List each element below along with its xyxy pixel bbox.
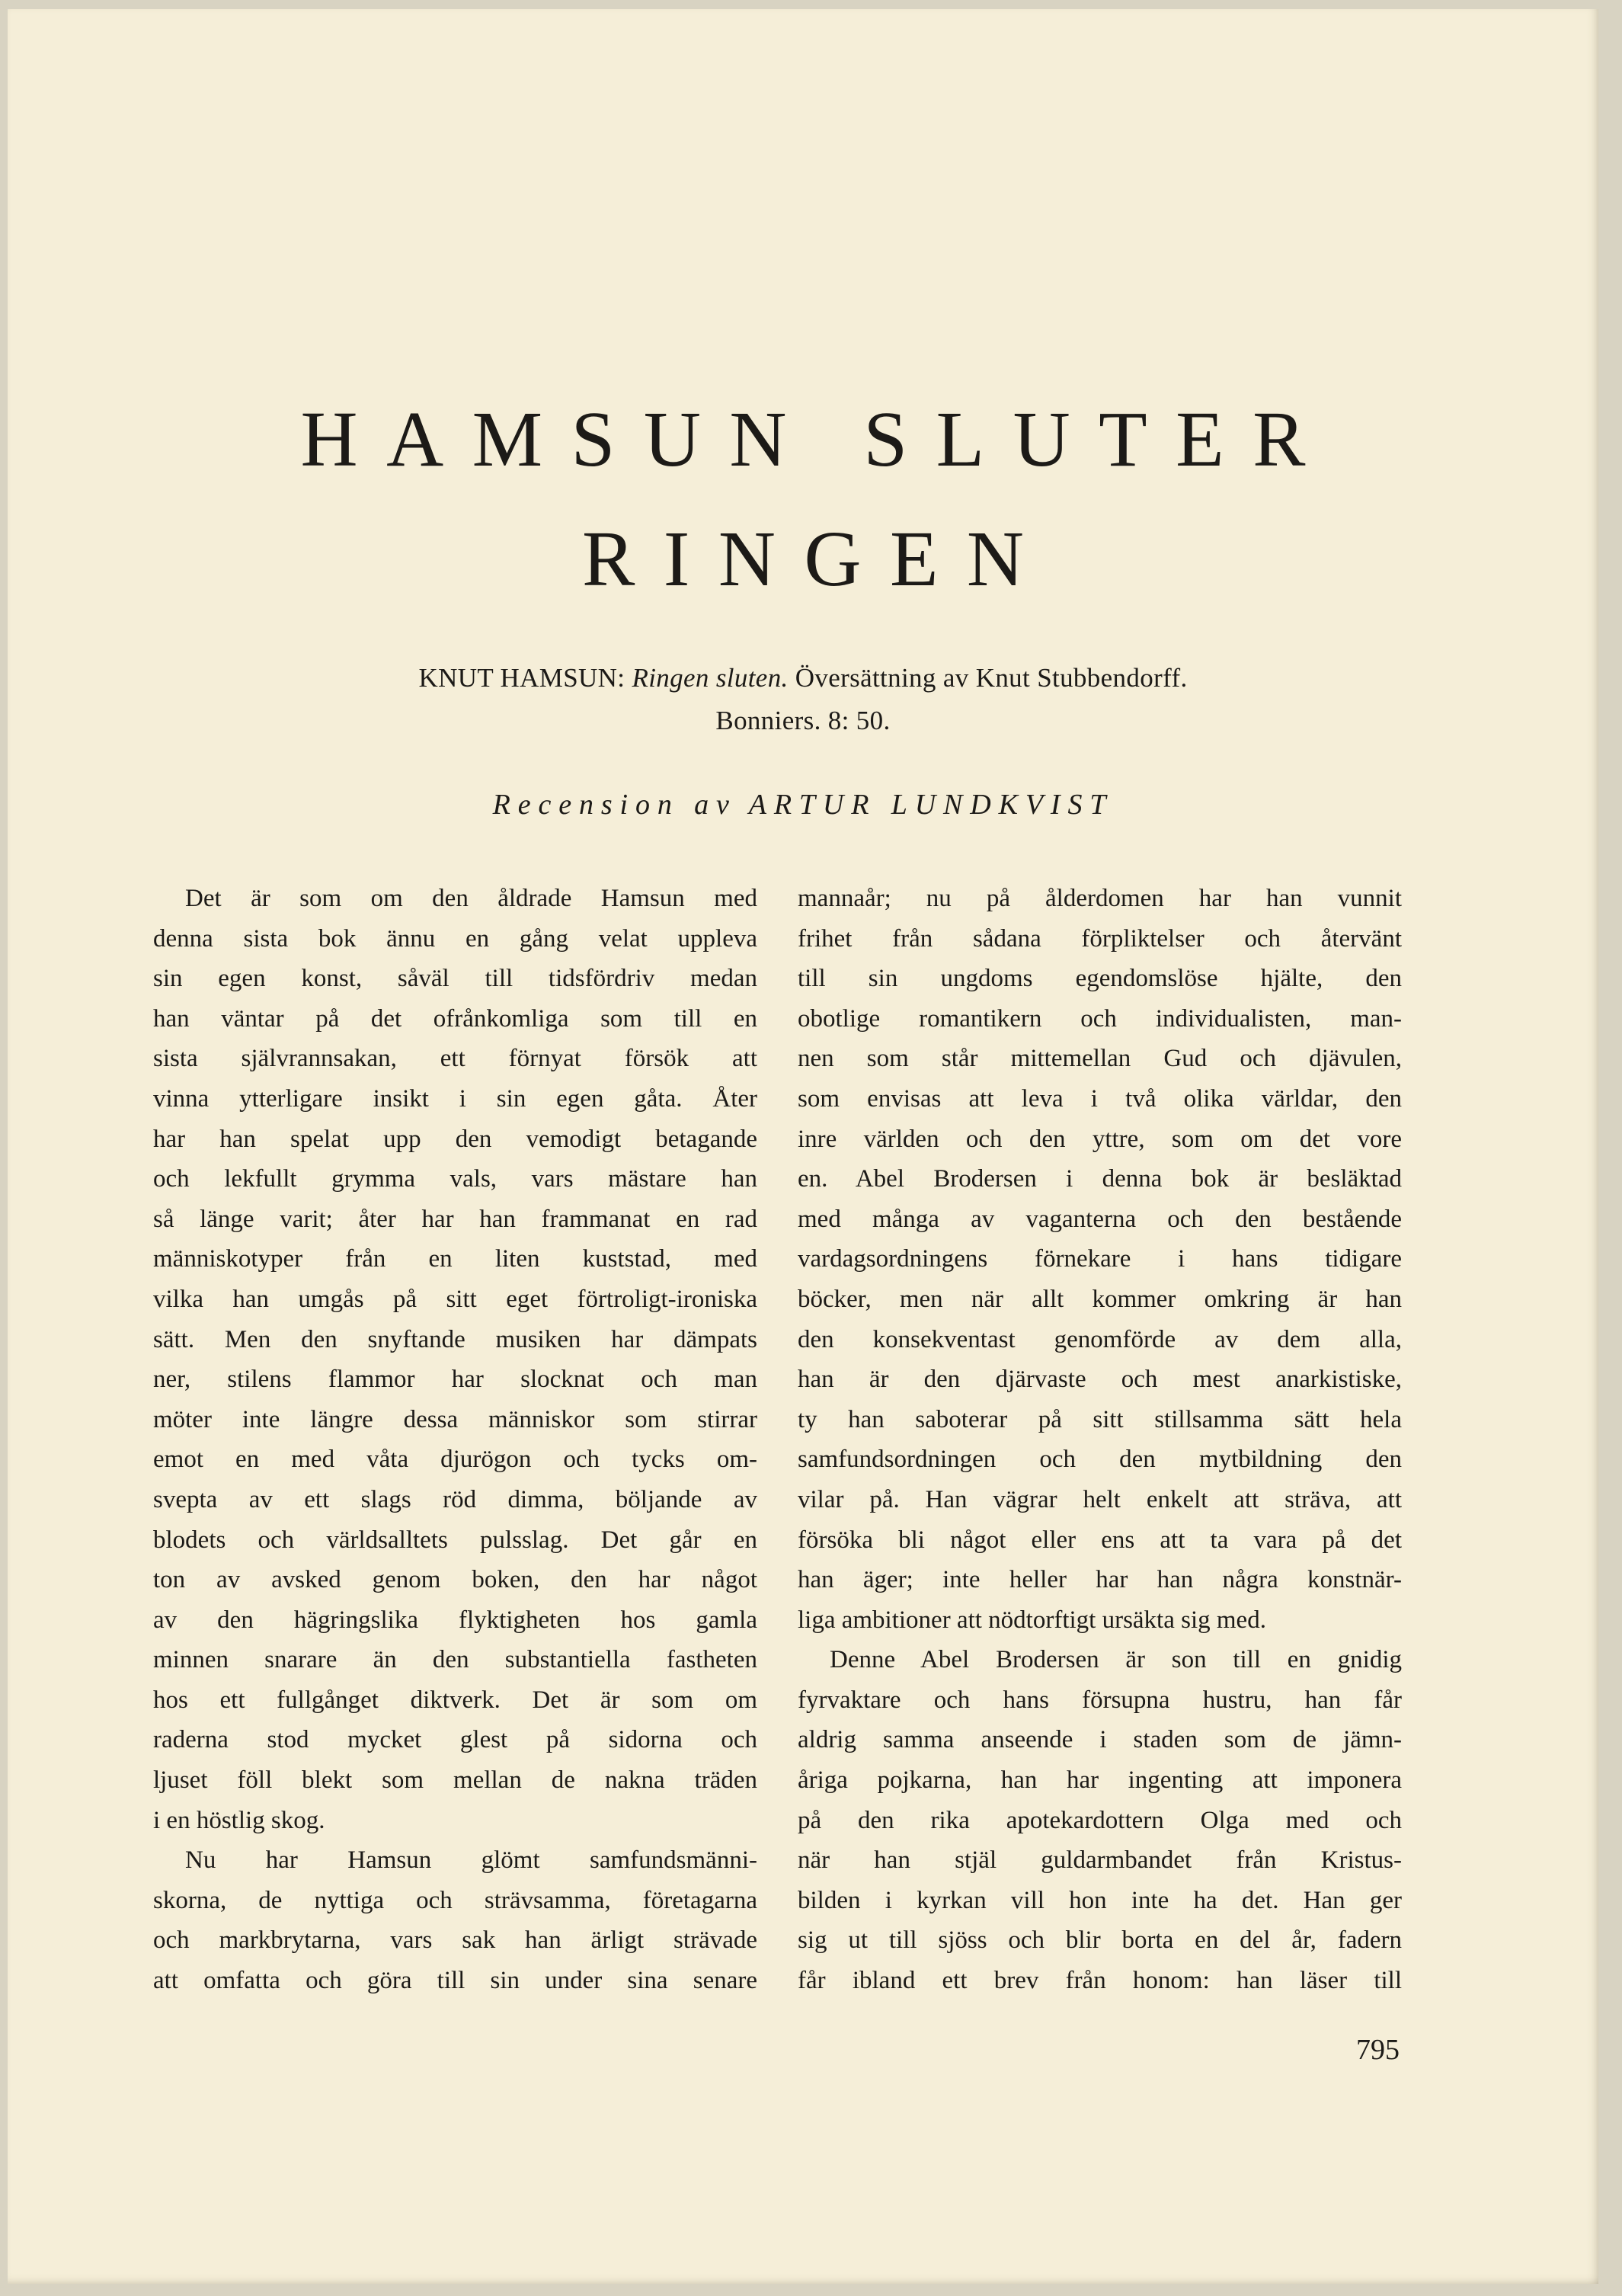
bibliographic-info — [8, 657, 1598, 742]
byline-prefix: Recension av — [492, 789, 737, 821]
document-page — [8, 9, 1598, 2284]
text-line: sätt. Men den snyftande musiken har dämpats — [153, 1325, 757, 1353]
text-line: ton av avsked genom boken, den har något — [153, 1566, 757, 1594]
text-line: obotlige romantikern och individualisten, man- — [798, 1004, 1402, 1033]
text-line: Nu har Hamsun glömt samfundsmänni- — [185, 1846, 757, 1875]
text-line: aldrig samma anseende i staden som de jämn- — [798, 1726, 1402, 1754]
book-author: KNUT HAMSUN: — [418, 663, 625, 693]
text-line: ljuset föll blekt som mellan de nakna träden — [153, 1766, 757, 1795]
text-line: människotyper från en liten kuststad, med — [153, 1245, 757, 1273]
text-line: vilka han umgås på sitt eget förtroligt-ironiska — [153, 1285, 757, 1313]
text-line: på den rika apotekardottern Olga med och — [798, 1806, 1402, 1834]
text-line: vinna ytterligare insikt i sin egen gåta. Åter — [153, 1084, 757, 1113]
text-line: sin egen konst, såväl till tidsfördriv medan — [153, 965, 757, 993]
text-line: emot en med våta djurögon och tycks om- — [153, 1446, 757, 1474]
publisher-price: Bonniers. 8: 50. — [715, 706, 891, 735]
text-line: Denne Abel Brodersen är son till en gnidig — [830, 1646, 1402, 1674]
text-line: nen som står mittemellan Gud och djävulen, — [798, 1045, 1402, 1073]
text-line: han är den djärvaste och mest anarkistiske, — [798, 1366, 1402, 1394]
text-line: raderna stod mycket glest på sidorna och — [153, 1726, 757, 1754]
text-line: mannaår; nu på ålderdomen har han vunnit — [798, 885, 1402, 912]
text-line: åriga pojkarna, han har ingenting att imponera — [798, 1766, 1402, 1795]
article-title-line-2: RINGEN — [581, 515, 1053, 603]
text-line: han väntar på det ofrånkomliga som till en — [153, 1004, 757, 1033]
text-line: ty han saboterar på sitt stillsamma sätt hela — [798, 1405, 1402, 1433]
text-line: har han spelat upp den vemodigt betagande — [153, 1125, 757, 1153]
text-line: vardagsordningens förnekare i hans tidigare — [798, 1245, 1402, 1273]
reviewer-name: ARTUR LUNDKVIST — [748, 789, 1114, 821]
text-line: med många av vaganterna och den bestående — [798, 1205, 1402, 1233]
text-line: Det är som om den åldrade Hamsun med — [185, 885, 757, 912]
text-line: blodets och världsalltets pulsslag. Det går en — [153, 1526, 757, 1554]
text-line: en. Abel Brodersen i denna bok är besläktad — [798, 1165, 1402, 1193]
text-line: och lekfullt grymma vals, vars mästare han — [153, 1165, 757, 1193]
text-line: möter inte längre dessa människor som stirrar — [153, 1405, 757, 1433]
text-line: han äger; inte heller har han några konstnär- — [798, 1566, 1402, 1594]
text-line: som envisas att leva i två olika världar, den — [798, 1084, 1402, 1113]
text-line: sig ut till sjöss och blir borta en del år, fadern — [798, 1926, 1402, 1955]
text-line: fyrvaktare och hans försupna hustru, han får — [798, 1686, 1402, 1714]
text-line: sista självrannsakan, ett förnyat försök att — [153, 1045, 757, 1073]
text-line: när han stjäl guldarmbandet från Kristus- — [798, 1846, 1402, 1875]
bibliographic-line-1 — [8, 657, 1598, 700]
text-line: hos ett fullgånget diktverk. Det är som om — [153, 1686, 757, 1714]
text-line: minnen snarare än den substantiella fastheten — [153, 1646, 757, 1674]
text-line: liga ambitioner att nödtorftigt ursäkta sig med. — [798, 1606, 1266, 1634]
text-line: och markbrytarna, vars sak han ärligt strävade — [153, 1926, 757, 1955]
article-title-line-1: HAMSUN SLUTER — [300, 395, 1334, 483]
text-line: i en höstlig skog. — [153, 1806, 325, 1834]
text-line: att omfatta och göra till sin under sina senare — [153, 1967, 757, 1995]
right-text-column — [798, 879, 1402, 2001]
translation-credit: Översättning av Knut Stubbendorff. — [795, 663, 1188, 693]
text-line: får ibland ett brev från honom: han läser till — [798, 1967, 1402, 1995]
text-line: den konsekventast genomförde av dem alla, — [798, 1325, 1402, 1353]
text-line: skorna, de nyttiga och strävsamma, företagarna — [153, 1886, 757, 1914]
text-line: bilden i kyrkan vill hon inte ha det. Han ger — [798, 1886, 1402, 1914]
review-byline — [8, 788, 1598, 821]
text-line: svepta av ett slags röd dimma, böljande av — [153, 1485, 757, 1513]
book-title: Ringen sluten. — [632, 663, 789, 693]
text-line: frihet från sådana förpliktelser och återvänt — [798, 924, 1402, 953]
text-line: samfundsordningen och den mytbildning den — [798, 1446, 1402, 1474]
text-line: böcker, men när allt kommer omkring är han — [798, 1285, 1402, 1313]
page-number: 795 — [1356, 2034, 1400, 2066]
text-line: vilar på. Han vägrar helt enkelt att sträva, att — [798, 1485, 1402, 1513]
left-text-column — [153, 879, 757, 2001]
text-line: så länge varit; åter har han frammanat en rad — [153, 1205, 757, 1233]
text-line: denna sista bok ännu en gång velat uppleva — [153, 924, 757, 953]
text-line: ner, stilens flammor har slocknat och man — [153, 1366, 757, 1394]
text-line: till sin ungdoms egendomslöse hjälte, den — [798, 965, 1402, 993]
text-line: inre världen och den yttre, som om det vore — [798, 1125, 1402, 1153]
text-line: av den hägringslika flyktigheten hos gamla — [153, 1606, 757, 1634]
text-line: försöka bli något eller ens att ta vara på det — [798, 1526, 1402, 1554]
